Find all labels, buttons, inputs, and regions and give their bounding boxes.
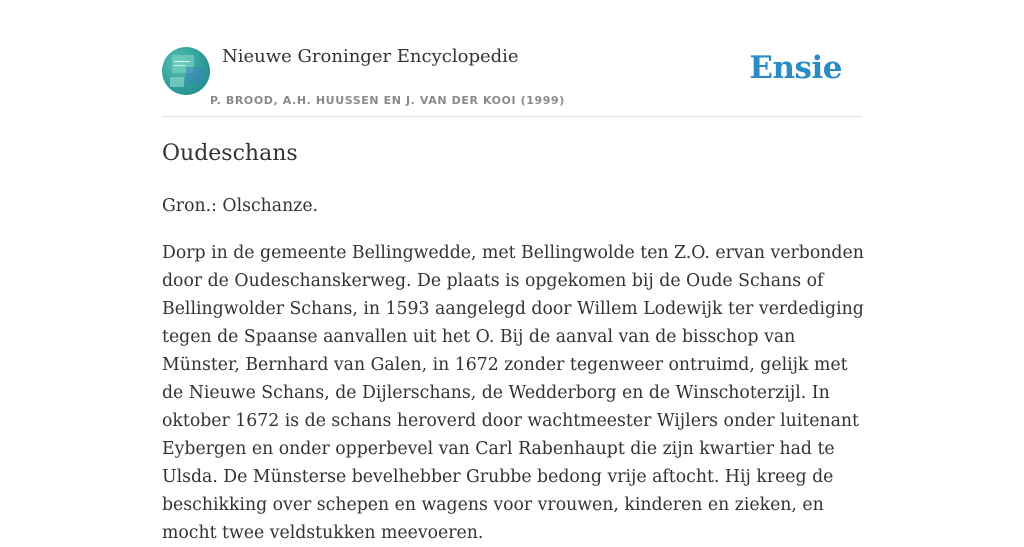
article-title: Oudeschans bbox=[162, 141, 298, 166]
book-cover-image[interactable] bbox=[162, 47, 210, 95]
article bbox=[162, 138, 866, 547]
article-alias: Gron.: Olschanze. bbox=[162, 196, 319, 216]
source-header bbox=[162, 44, 862, 117]
book-authors: P. BROOD, A.H. HUUSSEN EN J. VAN DER KOOI (1999) bbox=[210, 94, 565, 107]
book-title[interactable]: Nieuwe Groninger Encyclopedie bbox=[222, 46, 519, 67]
article-body: Dorp in de gemeente Bellingwedde, met Bellingwolde ten Z.O. ervan verbonden door de Oudeschanskerweg. De plaats is opgekomen bij de Oude Schans of Bellingwolder Schans, in 1593 aangelegd door Willem Lodewijk ter verdediging tegen de Spaanse aanvallen uit het O. Bij de aanval van de bisschop van Münster, Bernhard van Galen, in 1672 zonder tegenweer ontruimd, gelijk met de Nieuwe Schans, de Dijlerschans, de Wedderborg en de Winschoterzijl. In oktober 1672 is de schans heroverd door wachtmeester Wijlers onder luitenant Eybergen en onder opperbevel van Carl Rabenhaupt die zijn kwartier had te Ulsda. De Münsterse bevelhebber Grubbe bedong vrije aftocht. Hij kreeg de beschikking over schepen en wagens voor vrouwen, kinderen en zieken, en mocht twee veldstukken meevoeren. bbox=[162, 243, 864, 543]
ensie-logo[interactable]: Ensie bbox=[749, 50, 842, 86]
